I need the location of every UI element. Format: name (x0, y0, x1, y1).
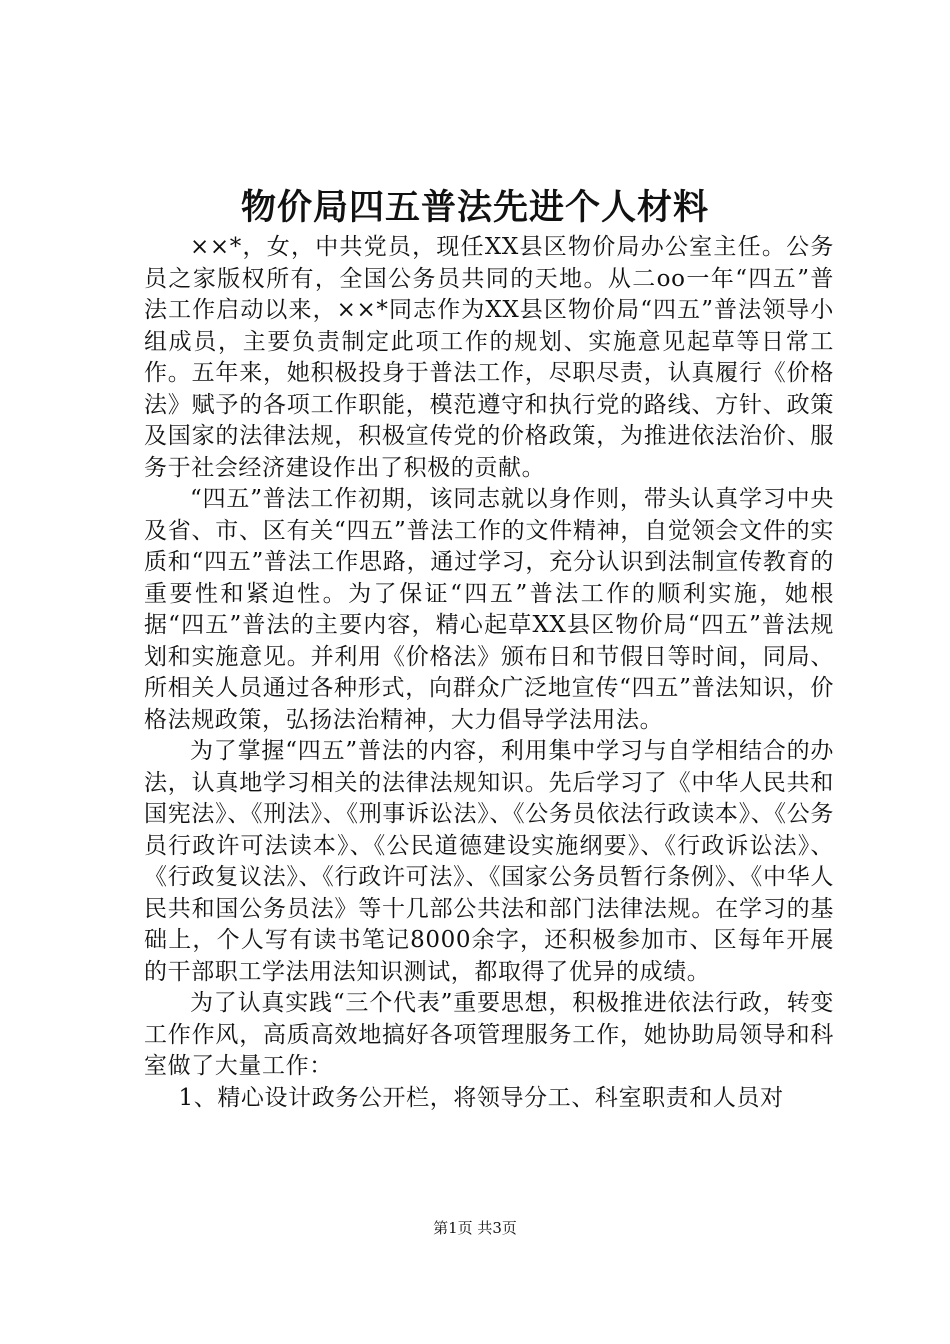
page-footer: 第1页 共3页 (433, 1219, 517, 1237)
paragraph-practice: 为了认真实践“三个代表”重要思想，积极推进依法行政，转变工作作风，高质高效地搞好各项管理服务工作，她协助局领导和科室做了大量工作： (144, 990, 834, 1079)
paragraph-initial-work: “四五”普法工作初期，该同志就以身作则，带头认真学习中央及省、市、区有关“四五”普法工作的文件精神，自觉领会文件的实质和“四五”普法工作思路，通过学习，充分认识到法制宣传教育的重要性和紧迫性。为了保证“四五”普法工作的顺利实施，她根据“四五”普法的主要内容，精心起草XX县区物价局“四五”普法规划和实施意见。并利用《价格法》颁布日和节假日等时间，同局、所相关人员通过各种形式，向群众广泛地宣传“四五”普法知识，价格法规政策，弘扬法治精神，大力倡导学法用法。 (144, 486, 834, 733)
document-title: 物价局四五普法先进个人材料 (240, 187, 709, 228)
document-body (144, 232, 834, 1114)
paragraph-study: 为了掌握“四五”普法的内容，利用集中学习与自学相结合的办法，认真地学习相关的法律法规知识。先后学习了《中华人民共和国宪法》、《刑法》、《刑事诉讼法》、《公务员依法行政读本》、《公务员行政许可法读本》、《公民道德建设实施纲要》、《行政诉讼法》、《行政复议法》、《行政许可法》、《国家公务员暂行条例》、《中华人民共和国公务员法》等十几部公共法和部门法律法规。在学习的基础上，个人写有读书笔记8000余字，还积极参加市、区每年开展的干部职工学法用法知识测试，都取得了优异的成绩。 (144, 738, 834, 985)
paragraph-intro: ××*，女，中共党员，现任XX县区物价局办公室主任。公务员之家版权所有，全国公务员共同的天地。从二oo一年“四五”普法工作启动以来，××*同志作为XX县区物价局“四五”普法领导小组成员，主要负责制定此项工作的规划、实施意见起草等日常工作。五年来，她积极投身于普法工作，尽职尽责，认真履行《价格法》赋予的各项工作职能，模范遵守和执行党的路线、方针、政策及国家的法律法规，积极宣传党的价格政策，为推进依法治价、服务于社会经济建设作出了积极的贡献。 (144, 234, 834, 481)
paragraph-item-1: 1、精心设计政务公开栏，将领导分工、科室职责和人员对 (178, 1084, 784, 1111)
